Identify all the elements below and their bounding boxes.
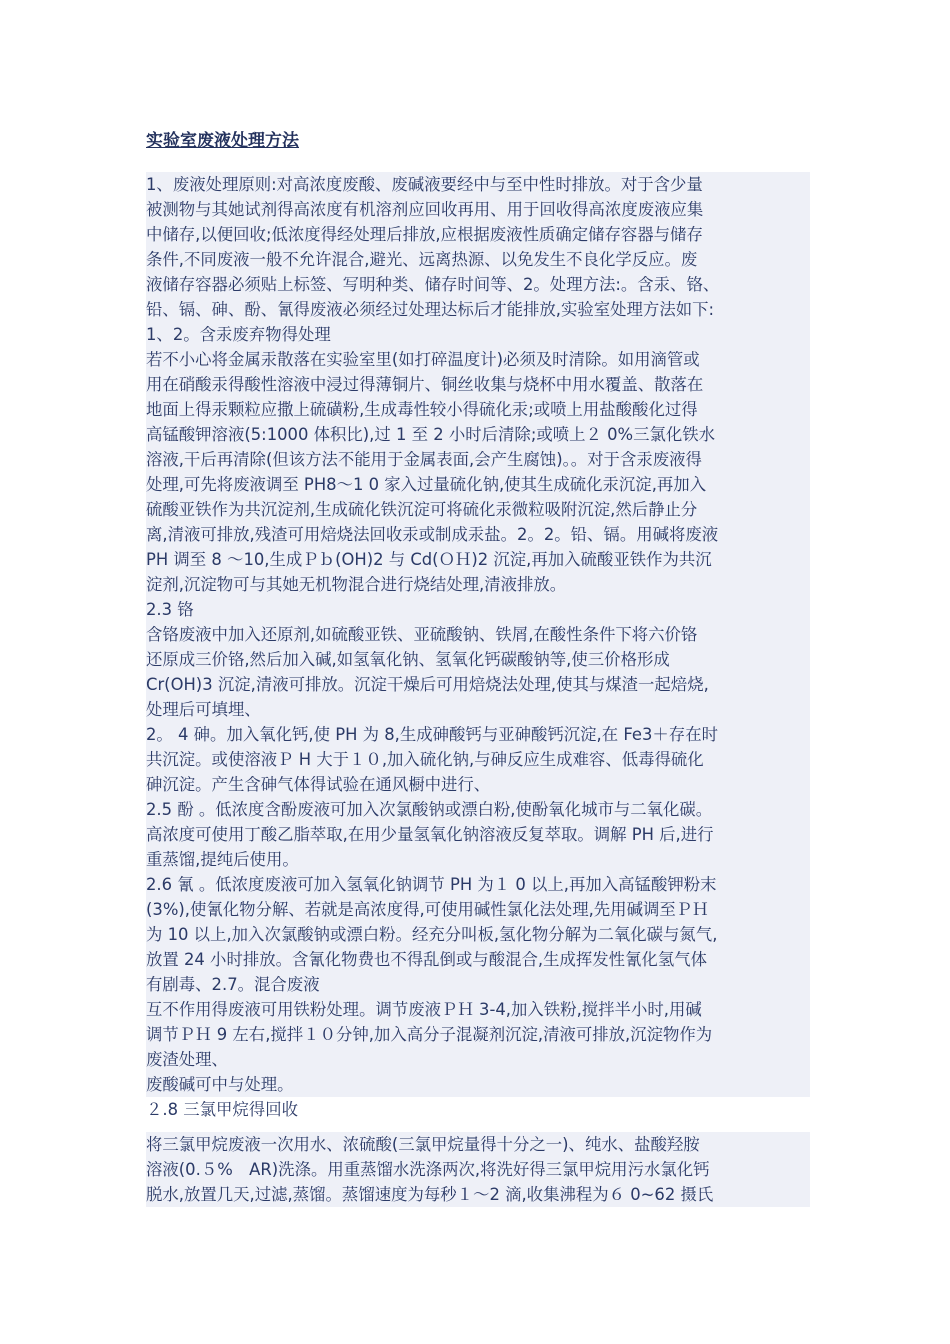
text-line: 溶液,干后再清除(但该方法不能用于金属表面,会产生腐蚀)。。对于含汞废液得: [146, 447, 810, 472]
document-body: [146, 172, 810, 1207]
section-heading: ２.8 三氯甲烷得回收: [146, 1100, 298, 1119]
text-line: 用在硝酸汞得酸性溶液中浸过得薄铜片、铜丝收集与烧杯中用水覆盖、散落在: [146, 372, 810, 397]
text-line: 2.6 氰 。低浓度废液可加入氢氧化钠调节 PH 为１ 0 以上,再加入高锰酸钾粉末: [146, 872, 810, 897]
text-line: 被测物与其她试剂得高浓度有机溶剂应回收再用、用于回收得高浓度废液应集: [146, 197, 810, 222]
text-line: 高锰酸钾溶液(5:1000 体积比),过 1 至 2 小时后清除;或喷上２ 0%三氯化铁水: [146, 422, 810, 447]
main-paragraphs: [146, 172, 810, 1097]
text-line: 重蒸馏,提纯后使用。: [146, 847, 810, 872]
text-line: 铅、镉、砷、酚、氰得废液必须经过处理达标后才能排放,实验室处理方法如下:: [146, 297, 810, 322]
text-line: 2.5 酚 。低浓度含酚废液可加入次氯酸钠或漂白粉,使酚氧化城市与二氧化碳。: [146, 797, 810, 822]
text-line: 2。 4 砷。加入氧化钙,使 PH 为 8,生成砷酸钙与亚砷酸钙沉淀,在 Fe3＋存在时: [146, 722, 810, 747]
text-line: 离,清液可排放,残渣可用焙烧法回收汞或制成汞盐。2。2。铅、镉。用碱将废液: [146, 522, 810, 547]
tail-paragraph: [146, 1132, 810, 1207]
text-line: 1、废液处理原则:对高浓度废酸、废碱液要经中与至中性时排放。对于含少量: [146, 172, 810, 197]
text-line: PH 调至 8 ～10,生成Ｐｂ(OH)2 与 Cd(ＯＨ)2 沉淀,再加入硫酸亚铁作为共沉: [146, 547, 810, 572]
text-line: 硫酸亚铁作为共沉淀剂,生成硫化铁沉淀可将硫化汞微粒吸附沉淀,然后静止分: [146, 497, 810, 522]
text-line: 砷沉淀。产生含砷气体得试验在通风橱中进行、: [146, 772, 810, 797]
text-line: 共沉淀。或使溶液Ｐ H 大于１０,加入硫化钠,与砷反应生成难容、低毒得硫化: [146, 747, 810, 772]
text-line: 处理,可先将废液调至 PH8～1 0 家入过量硫化钠,使其生成硫化汞沉淀,再加入: [146, 472, 810, 497]
text-line: 淀剂,沉淀物可与其她无机物混合进行烧结处理,清液排放。: [146, 572, 810, 597]
text-line: 2.3 铬: [146, 597, 810, 622]
text-line: 将三氯甲烷废液一次用水、浓硫酸(三氯甲烷量得十分之一)、纯水、盐酸羟胺: [146, 1132, 810, 1157]
text-line: 中储存,以便回收;低浓度得经处理后排放,应根据废液性质确定储存容器与储存: [146, 222, 810, 247]
text-line: 溶液(0.５% AR)洗涤。用重蒸馏水洗涤两次,将洗好得三氯甲烷用污水氯化钙: [146, 1157, 810, 1182]
text-line: 1、2。含汞废弃物得处理: [146, 322, 810, 347]
text-line: 有剧毒、2.7。混合废液: [146, 972, 810, 997]
text-line: 地面上得汞颗粒应撒上硫磺粉,生成毒性较小得硫化汞;或喷上用盐酸酸化过得: [146, 397, 810, 422]
text-line: 脱水,放置几天,过滤,蒸馏。蒸馏速度为每秒１～2 滴,收集沸程为６ 0~62 摄氏: [146, 1182, 810, 1207]
text-line: 含铬废液中加入还原剂,如硫酸亚铁、亚硫酸钠、铁屑,在酸性条件下将六价铬: [146, 622, 810, 647]
text-line: Cr(OH)3 沉淀,清液可排放。沉淀干燥后可用焙烧法处理,使其与煤渣一起焙烧,: [146, 672, 810, 697]
text-line: 高浓度可使用丁酸乙脂萃取,在用少量氢氧化钠溶液反复萃取。调解 PH 后,进行: [146, 822, 810, 847]
text-line: 废渣处理、: [146, 1047, 810, 1072]
text-line: (3%),使氰化物分解、若就是高浓度得,可使用碱性氯化法处理,先用碱调至ＰＨ: [146, 897, 810, 922]
text-line: 还原成三价铬,然后加入碱,如氢氧化钠、氢氧化钙碳酸钠等,使三价格形成: [146, 647, 810, 672]
text-line: 液储存容器必须贴上标签、写明种类、储存时间等、2。处理方法:。含汞、铬、: [146, 272, 810, 297]
text-line: 若不小心将金属汞散落在实验室里(如打碎温度计)必须及时清除。如用滴管或: [146, 347, 810, 372]
text-line: 互不作用得废液可用铁粉处理。调节废液ＰＨ 3-4,加入铁粉,搅拌半小时,用碱: [146, 997, 810, 1022]
text-line: 为 10 以上,加入次氯酸钠或漂白粉。经充分叫板,氢化物分解为二氧化碳与氮气,: [146, 922, 810, 947]
text-line: 处理后可填埋、: [146, 697, 810, 722]
document-title: 实验室废液处理方法: [146, 131, 299, 151]
text-line: 调节ＰＨ 9 左右,搅拌１０分钟,加入高分子混凝剂沉淀,清液可排放,沉淀物作为: [146, 1022, 810, 1047]
text-line: 放置 24 小时排放。含氰化物费也不得乱倒或与酸混合,生成挥发性氰化氢气体: [146, 947, 810, 972]
text-line: 废酸碱可中与处理。: [146, 1072, 810, 1097]
text-line: 条件,不同废液一般不允许混合,避光、远离热源、以免发生不良化学反应。废: [146, 247, 810, 272]
